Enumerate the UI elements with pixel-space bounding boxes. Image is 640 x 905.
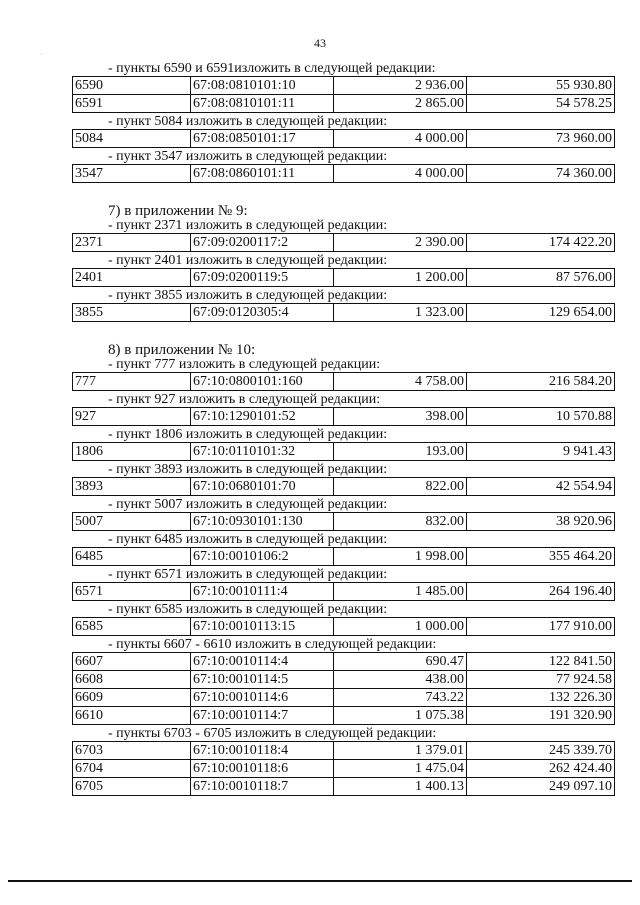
- area-cell: 1 075.38: [334, 707, 467, 725]
- appendix-heading: 7) в приложении № 9:: [108, 203, 248, 219]
- amendment-table: [72, 477, 615, 496]
- table-row: [73, 234, 615, 252]
- area-cell: 4 758.00: [334, 373, 467, 391]
- amendment-table: [72, 164, 615, 183]
- area-cell: 4 000.00: [334, 130, 467, 148]
- value-cell: 355 464.20: [467, 548, 615, 566]
- cadastral-number-cell: 67:10:0010114:7: [191, 707, 334, 725]
- value-cell: 55 930.80: [467, 77, 615, 95]
- cadastral-number-cell: 67:10:0110101:32: [191, 443, 334, 461]
- amendment-table: [72, 652, 615, 725]
- cadastral-number-cell: 67:10:0010114:5: [191, 671, 334, 689]
- item-number-cell: 6607: [73, 653, 191, 671]
- area-cell: 1 323.00: [334, 304, 467, 322]
- amendment-table: [72, 741, 615, 796]
- amendment-note: - пункты 6703 - 6705 изложить в следующей редакции:: [108, 726, 437, 741]
- area-cell: 1 000.00: [334, 618, 467, 636]
- amendment-note: - пункт 777 изложить в следующей редакции:: [108, 357, 381, 372]
- item-number-cell: 3893: [73, 478, 191, 496]
- table-row: [73, 95, 615, 113]
- cadastral-number-cell: 67:10:0010114:4: [191, 653, 334, 671]
- amendment-note: - пункт 2401 изложить в следующей редакции:: [108, 253, 388, 268]
- cadastral-number-cell: 67:10:0930101:130: [191, 513, 334, 531]
- document-body: [72, 62, 614, 796]
- page-number: 43: [314, 36, 326, 50]
- amendment-note: - пункт 3855 изложить в следующей редакции:: [108, 288, 388, 303]
- item-number-cell: 927: [73, 408, 191, 426]
- item-number-cell: 777: [73, 373, 191, 391]
- table-row: [73, 742, 615, 760]
- area-cell: 1 379.01: [334, 742, 467, 760]
- value-cell: 122 841.50: [467, 653, 615, 671]
- amendment-note: - пункт 6571 изложить в следующей редакции:: [108, 567, 388, 582]
- item-number-cell: 1806: [73, 443, 191, 461]
- cadastral-number-cell: 67:10:0010106:2: [191, 548, 334, 566]
- area-cell: 1 200.00: [334, 269, 467, 287]
- amendment-table: [72, 407, 615, 426]
- area-cell: 398.00: [334, 408, 467, 426]
- item-number-cell: 6704: [73, 760, 191, 778]
- amendment-note: - пункт 6585 изложить в следующей редакции:: [108, 602, 388, 617]
- amendment-table: [72, 268, 615, 287]
- cadastral-number-cell: 67:10:1290101:52: [191, 408, 334, 426]
- table-row: [73, 653, 615, 671]
- value-cell: 129 654.00: [467, 304, 615, 322]
- amendment-note: - пункт 5084 изложить в следующей редакции:: [108, 114, 388, 129]
- amendment-table: [72, 442, 615, 461]
- amendment-table: [72, 512, 615, 531]
- item-number-cell: 6485: [73, 548, 191, 566]
- area-cell: 1 485.00: [334, 583, 467, 601]
- appendix-heading: 8) в приложении № 10:: [108, 342, 256, 358]
- value-cell: 54 578.25: [467, 95, 615, 113]
- area-cell: 1 998.00: [334, 548, 467, 566]
- value-cell: 177 910.00: [467, 618, 615, 636]
- value-cell: 77 924.58: [467, 671, 615, 689]
- value-cell: 87 576.00: [467, 269, 615, 287]
- item-number-cell: 6608: [73, 671, 191, 689]
- area-cell: 822.00: [334, 478, 467, 496]
- cadastral-number-cell: 67:08:0850101:17: [191, 130, 334, 148]
- table-row: [73, 443, 615, 461]
- amendment-note: - пункты 6607 - 6610 изложить в следующей редакции:: [108, 637, 437, 652]
- value-cell: 191 320.90: [467, 707, 615, 725]
- amendment-table: [72, 76, 615, 113]
- area-cell: 743.22: [334, 689, 467, 707]
- table-row: [73, 165, 615, 183]
- cadastral-number-cell: 67:08:0810101:10: [191, 77, 334, 95]
- value-cell: 216 584.20: [467, 373, 615, 391]
- value-cell: 262 424.40: [467, 760, 615, 778]
- value-cell: 132 226.30: [467, 689, 615, 707]
- amendment-note: - пункты 6590 и 6591изложить в следующей редакции:: [108, 61, 436, 76]
- item-number-cell: 3547: [73, 165, 191, 183]
- value-cell: 249 097.10: [467, 778, 615, 796]
- cadastral-number-cell: 67:10:0680101:70: [191, 478, 334, 496]
- item-number-cell: 5084: [73, 130, 191, 148]
- area-cell: 1 475.04: [334, 760, 467, 778]
- cadastral-number-cell: 67:10:0010111:4: [191, 583, 334, 601]
- table-row: [73, 130, 615, 148]
- table-row: [73, 778, 615, 796]
- area-cell: 2 865.00: [334, 95, 467, 113]
- amendment-table: [72, 372, 615, 391]
- table-row: [73, 618, 615, 636]
- amendment-table: [72, 547, 615, 566]
- amendment-table: [72, 582, 615, 601]
- cadastral-number-cell: 67:09:0200117:2: [191, 234, 334, 252]
- table-row: [73, 689, 615, 707]
- cadastral-number-cell: 67:10:0010118:4: [191, 742, 334, 760]
- cadastral-number-cell: 67:10:0010118:6: [191, 760, 334, 778]
- area-cell: 193.00: [334, 443, 467, 461]
- table-row: [73, 760, 615, 778]
- table-row: [73, 513, 615, 531]
- item-number-cell: 6590: [73, 77, 191, 95]
- amendment-note: - пункт 3547 изложить в следующей редакции:: [108, 149, 388, 164]
- area-cell: 438.00: [334, 671, 467, 689]
- area-cell: 2 936.00: [334, 77, 467, 95]
- table-row: [73, 373, 615, 391]
- table-row: [73, 77, 615, 95]
- amendment-note: - пункт 5007 изложить в следующей редакции:: [108, 497, 388, 512]
- amendment-note: - пункт 2371 изложить в следующей редакции:: [108, 218, 388, 233]
- amendment-table: [72, 617, 615, 636]
- item-number-cell: 5007: [73, 513, 191, 531]
- area-cell: 690.47: [334, 653, 467, 671]
- value-cell: 9 941.43: [467, 443, 615, 461]
- item-number-cell: 6591: [73, 95, 191, 113]
- amendment-table: [72, 233, 615, 252]
- value-cell: 42 554.94: [467, 478, 615, 496]
- item-number-cell: 3855: [73, 304, 191, 322]
- area-cell: 832.00: [334, 513, 467, 531]
- amendment-note: - пункт 927 изложить в следующей редакции:: [108, 392, 381, 407]
- scan-speck: ·: [40, 52, 42, 58]
- area-cell: 4 000.00: [334, 165, 467, 183]
- amendment-table: [72, 303, 615, 322]
- area-cell: 1 400.13: [334, 778, 467, 796]
- cadastral-number-cell: 67:10:0010114:6: [191, 689, 334, 707]
- table-row: [73, 408, 615, 426]
- cadastral-number-cell: 67:09:0200119:5: [191, 269, 334, 287]
- value-cell: 174 422.20: [467, 234, 615, 252]
- amendment-note: - пункт 6485 изложить в следующей редакции:: [108, 532, 388, 547]
- cadastral-number-cell: 67:10:0010118:7: [191, 778, 334, 796]
- item-number-cell: 6610: [73, 707, 191, 725]
- cadastral-number-cell: 67:08:0810101:11: [191, 95, 334, 113]
- item-number-cell: 6571: [73, 583, 191, 601]
- cadastral-number-cell: 67:10:0010113:15: [191, 618, 334, 636]
- cadastral-number-cell: 67:08:0860101:11: [191, 165, 334, 183]
- item-number-cell: 6585: [73, 618, 191, 636]
- footer-divider: [8, 880, 632, 882]
- table-row: [73, 583, 615, 601]
- table-row: [73, 671, 615, 689]
- amendment-note: - пункт 3893 изложить в следующей редакции:: [108, 462, 388, 477]
- amendment-note: - пункт 1806 изложить в следующей редакции:: [108, 427, 388, 442]
- value-cell: 38 920.96: [467, 513, 615, 531]
- cadastral-number-cell: 67:10:0800101:160: [191, 373, 334, 391]
- table-row: [73, 707, 615, 725]
- table-row: [73, 478, 615, 496]
- value-cell: 10 570.88: [467, 408, 615, 426]
- item-number-cell: 2401: [73, 269, 191, 287]
- table-row: [73, 548, 615, 566]
- table-row: [73, 304, 615, 322]
- amendment-table: [72, 129, 615, 148]
- value-cell: 74 360.00: [467, 165, 615, 183]
- item-number-cell: 6703: [73, 742, 191, 760]
- value-cell: 73 960.00: [467, 130, 615, 148]
- item-number-cell: 6705: [73, 778, 191, 796]
- item-number-cell: 2371: [73, 234, 191, 252]
- value-cell: 264 196.40: [467, 583, 615, 601]
- cadastral-number-cell: 67:09:0120305:4: [191, 304, 334, 322]
- table-row: [73, 269, 615, 287]
- area-cell: 2 390.00: [334, 234, 467, 252]
- item-number-cell: 6609: [73, 689, 191, 707]
- value-cell: 245 339.70: [467, 742, 615, 760]
